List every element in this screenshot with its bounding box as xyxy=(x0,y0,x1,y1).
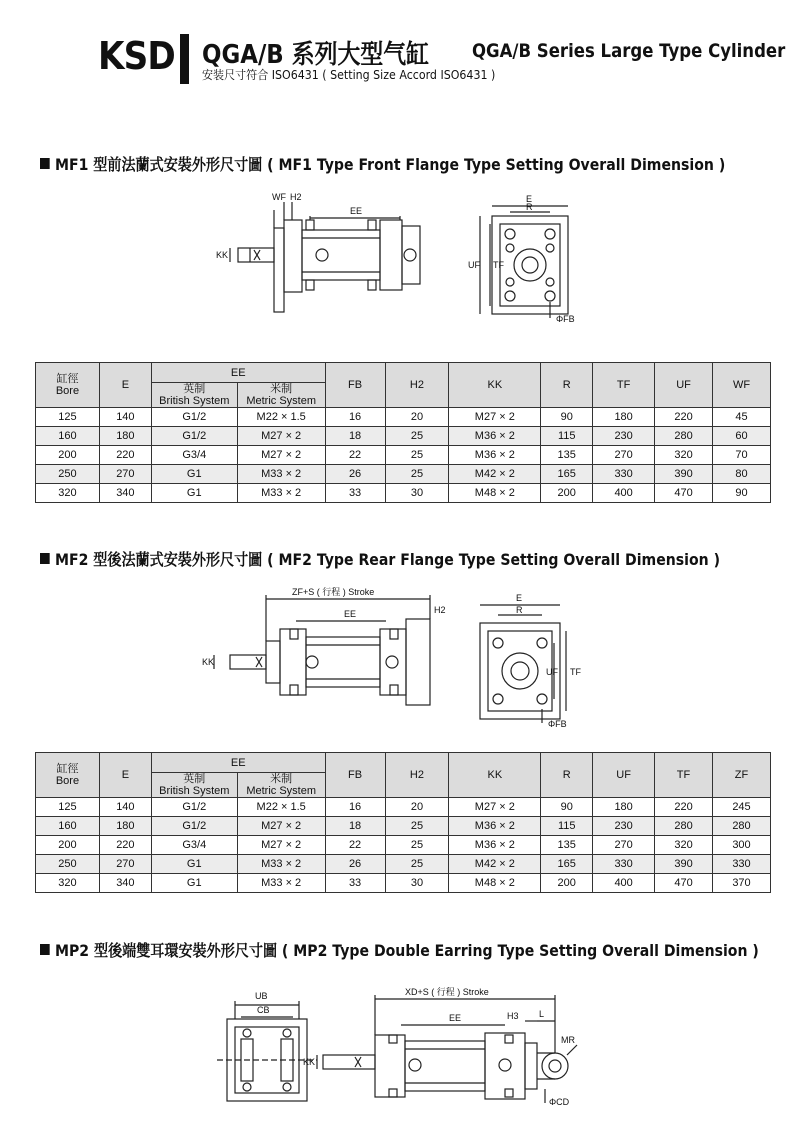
table-cell: 400 xyxy=(593,874,655,893)
dim-label-kk: KK xyxy=(303,1057,316,1067)
subtitle: 安装尺寸符合 ISO6431 ( Setting Size Accord ISO6431 ) xyxy=(202,68,496,82)
header-col: FB xyxy=(325,753,385,798)
mf2-dimension-table xyxy=(35,752,771,893)
header-col: TF xyxy=(655,753,713,798)
table-cell: M27 × 2 xyxy=(449,408,541,427)
mp2-dimension-drawing xyxy=(205,985,605,1117)
header-col: R xyxy=(541,753,593,798)
table-cell: 220 xyxy=(655,798,713,817)
dim-label-ee: EE xyxy=(344,609,357,619)
table-cell: M36 × 2 xyxy=(449,817,541,836)
square-bullet-icon xyxy=(40,944,50,955)
header-col: UF xyxy=(655,363,713,408)
table-row xyxy=(36,427,771,446)
table-cell: 90 xyxy=(712,484,770,503)
table-cell: M36 × 2 xyxy=(449,427,541,446)
table-cell: 25 xyxy=(385,836,449,855)
table-cell: 200 xyxy=(541,484,593,503)
header-british: 英制 British System xyxy=(151,773,237,798)
table-cell: 330 xyxy=(593,855,655,874)
table-cell: 220 xyxy=(99,446,151,465)
title-divider-bar xyxy=(180,34,189,84)
table-cell: M33 × 2 xyxy=(237,484,325,503)
table-cell: 165 xyxy=(541,855,593,874)
table-cell: 33 xyxy=(325,874,385,893)
table-cell: 270 xyxy=(99,465,151,484)
table-cell: 25 xyxy=(385,855,449,874)
table-cell: 25 xyxy=(385,427,449,446)
brand-logo-text: KSD xyxy=(98,34,175,78)
header-col: UF xyxy=(593,753,655,798)
table-cell: 16 xyxy=(325,408,385,427)
table-cell: 90 xyxy=(541,408,593,427)
table-cell: 230 xyxy=(593,427,655,446)
table-cell: 135 xyxy=(541,446,593,465)
square-bullet-icon xyxy=(40,553,50,564)
table-cell: M33 × 2 xyxy=(237,465,325,484)
header-bore: 缸徑 Bore xyxy=(36,363,100,408)
table-cell: 330 xyxy=(712,855,770,874)
header-col: ZF xyxy=(712,753,770,798)
table-cell: 135 xyxy=(541,836,593,855)
dim-label-kk: KK xyxy=(202,657,215,667)
dim-label-e: E xyxy=(526,194,533,204)
table-cell: 26 xyxy=(325,465,385,484)
dim-label-tf: TF xyxy=(570,667,581,677)
section-title-mp2 xyxy=(40,938,759,961)
table-cell: M33 × 2 xyxy=(237,855,325,874)
table-cell: G3/4 xyxy=(151,836,237,855)
table-cell: M22 × 1.5 xyxy=(237,408,325,427)
table-cell: G1 xyxy=(151,484,237,503)
table-cell: 390 xyxy=(655,465,713,484)
table-cell: 25 xyxy=(385,446,449,465)
table-cell: 30 xyxy=(385,874,449,893)
table-cell: 370 xyxy=(712,874,770,893)
table-cell: 320 xyxy=(655,836,713,855)
table-cell: 22 xyxy=(325,836,385,855)
table-cell: M27 × 2 xyxy=(237,817,325,836)
title-chinese: QGA/B 系列大型气缸 xyxy=(202,40,429,70)
dim-label-wf: WF xyxy=(272,192,286,202)
table-cell: G1 xyxy=(151,855,237,874)
header-ee: EE xyxy=(151,363,325,383)
table-cell: 340 xyxy=(99,484,151,503)
header-col: R xyxy=(541,363,593,408)
dim-label-l: L xyxy=(539,1009,545,1019)
section-title-mf1 xyxy=(40,152,725,175)
table-cell: 60 xyxy=(712,427,770,446)
table-cell: 400 xyxy=(593,484,655,503)
table-cell: 16 xyxy=(325,798,385,817)
table-cell: M22 × 1.5 xyxy=(237,798,325,817)
table-cell: 18 xyxy=(325,817,385,836)
table-cell: 115 xyxy=(541,817,593,836)
table-row xyxy=(36,855,771,874)
table-cell: 180 xyxy=(593,798,655,817)
table-row xyxy=(36,798,771,817)
catalog-header xyxy=(98,22,788,82)
dim-label-uf: UF xyxy=(546,667,558,677)
table-cell: 270 xyxy=(593,446,655,465)
dim-label-h2: H2 xyxy=(434,605,446,615)
section-title-text: MF1 型前法蘭式安裝外形尺寸圖 ( MF1 Type Front Flange Type Setting Overall Dimension ) xyxy=(54,155,726,174)
table-cell: M27 × 2 xyxy=(237,427,325,446)
table-cell: M33 × 2 xyxy=(237,874,325,893)
table-cell: G1/2 xyxy=(151,817,237,836)
table-cell: 140 xyxy=(99,408,151,427)
dim-label-uf: UF xyxy=(468,260,480,270)
table-cell: M27 × 2 xyxy=(449,798,541,817)
dim-label-fb: ΦFB xyxy=(548,719,567,729)
table-cell: 90 xyxy=(541,798,593,817)
table-cell: 270 xyxy=(593,836,655,855)
table-cell: 115 xyxy=(541,427,593,446)
dim-label-r: R xyxy=(526,202,533,212)
table-row xyxy=(36,874,771,893)
header-col: TF xyxy=(593,363,655,408)
table-cell: 20 xyxy=(385,798,449,817)
table-cell: 160 xyxy=(36,427,100,446)
table-cell: M36 × 2 xyxy=(449,836,541,855)
table-cell: 165 xyxy=(541,465,593,484)
table-row xyxy=(36,836,771,855)
header-col: KK xyxy=(449,363,541,408)
table-cell: 45 xyxy=(712,408,770,427)
table-cell: 33 xyxy=(325,484,385,503)
table-cell: M48 × 2 xyxy=(449,484,541,503)
table-cell: 320 xyxy=(655,446,713,465)
dim-label-cb: CB xyxy=(257,1005,270,1015)
header-e: E xyxy=(99,753,151,798)
table-cell: 245 xyxy=(712,798,770,817)
title-english: QGA/B Series Large Type Cylinder xyxy=(472,40,786,62)
dim-label-ee: EE xyxy=(449,1013,462,1023)
table-cell: 125 xyxy=(36,798,100,817)
table-cell: 20 xyxy=(385,408,449,427)
section-title-text: MF2 型後法蘭式安裝外形尺寸圖 ( MF2 Type Rear Flange Type Setting Overall Dimension ) xyxy=(54,550,721,569)
table-cell: M48 × 2 xyxy=(449,874,541,893)
dim-label-xd: XD+S ( 行程 ) Stroke xyxy=(405,987,489,997)
table-cell: M42 × 2 xyxy=(449,465,541,484)
dim-label-zf: ZF+S ( 行程 ) Stroke xyxy=(292,587,375,597)
table-cell: 280 xyxy=(655,427,713,446)
table-cell: G1/2 xyxy=(151,798,237,817)
table-cell: 250 xyxy=(36,855,100,874)
table-cell: G1 xyxy=(151,874,237,893)
table-cell: 470 xyxy=(655,484,713,503)
table-cell: 70 xyxy=(712,446,770,465)
dim-label-h3: H3 xyxy=(507,1011,519,1021)
table-row xyxy=(36,465,771,484)
section-title-mf2 xyxy=(40,547,720,570)
table-cell: 180 xyxy=(99,817,151,836)
table-cell: 140 xyxy=(99,798,151,817)
table-cell: 25 xyxy=(385,465,449,484)
table-cell: G1/2 xyxy=(151,408,237,427)
table-cell: 200 xyxy=(541,874,593,893)
table-cell: 230 xyxy=(593,817,655,836)
table-cell: G1 xyxy=(151,465,237,484)
table-cell: M36 × 2 xyxy=(449,446,541,465)
dim-label-ub: UB xyxy=(255,991,268,1001)
mf1-dimension-table xyxy=(35,362,771,503)
table-cell: 25 xyxy=(385,817,449,836)
dim-label-ee: EE xyxy=(350,206,363,216)
table-cell: 200 xyxy=(36,446,100,465)
table-cell: 390 xyxy=(655,855,713,874)
header-col: WF xyxy=(712,363,770,408)
table-cell: 200 xyxy=(36,836,100,855)
mf2-dimension-drawing xyxy=(200,585,600,730)
table-row xyxy=(36,484,771,503)
dim-label-h2: H2 xyxy=(290,192,302,202)
dim-label-kk: KK xyxy=(216,250,229,260)
table-cell: 270 xyxy=(99,855,151,874)
header-col: KK xyxy=(449,753,541,798)
header-col: H2 xyxy=(385,753,449,798)
table-row xyxy=(36,408,771,427)
header-col: FB xyxy=(325,363,385,408)
square-bullet-icon xyxy=(40,158,50,169)
table-cell: 22 xyxy=(325,446,385,465)
dim-label-r: R xyxy=(516,605,523,615)
header-british: 英制 British System xyxy=(151,383,237,408)
table-cell: 26 xyxy=(325,855,385,874)
table-cell: M27 × 2 xyxy=(237,836,325,855)
table-cell: 320 xyxy=(36,484,100,503)
table-cell: 330 xyxy=(593,465,655,484)
header-metric: 米制 Metric System xyxy=(237,383,325,408)
table-cell: G1/2 xyxy=(151,427,237,446)
table-cell: M27 × 2 xyxy=(237,446,325,465)
table-cell: G3/4 xyxy=(151,446,237,465)
table-cell: 280 xyxy=(712,817,770,836)
table-row xyxy=(36,446,771,465)
table-cell: 250 xyxy=(36,465,100,484)
table-cell: 470 xyxy=(655,874,713,893)
dim-label-cd: ΦCD xyxy=(549,1097,570,1107)
dim-label-fb: ΦFB xyxy=(556,314,575,324)
table-cell: 30 xyxy=(385,484,449,503)
dim-label-e: E xyxy=(516,593,523,603)
table-cell: 180 xyxy=(593,408,655,427)
table-cell: 320 xyxy=(36,874,100,893)
header-ee: EE xyxy=(151,753,325,773)
header-col: H2 xyxy=(385,363,449,408)
table-cell: 180 xyxy=(99,427,151,446)
table-cell: 220 xyxy=(655,408,713,427)
dim-label-mr: MR xyxy=(561,1035,575,1045)
header-e: E xyxy=(99,363,151,408)
table-cell: 125 xyxy=(36,408,100,427)
table-cell: 340 xyxy=(99,874,151,893)
section-title-text: MP2 型後端雙耳環安裝外形尺寸圖 ( MP2 Type Double Earring Type Setting Overall Dimension ) xyxy=(54,941,759,960)
table-cell: M42 × 2 xyxy=(449,855,541,874)
table-cell: 18 xyxy=(325,427,385,446)
mf1-dimension-drawing xyxy=(210,190,600,330)
header-metric: 米制 Metric System xyxy=(237,773,325,798)
table-cell: 280 xyxy=(655,817,713,836)
table-row xyxy=(36,817,771,836)
table-cell: 160 xyxy=(36,817,100,836)
table-cell: 220 xyxy=(99,836,151,855)
table-cell: 80 xyxy=(712,465,770,484)
header-bore: 缸徑 Bore xyxy=(36,753,100,798)
dim-label-tf: TF xyxy=(493,260,504,270)
table-cell: 300 xyxy=(712,836,770,855)
